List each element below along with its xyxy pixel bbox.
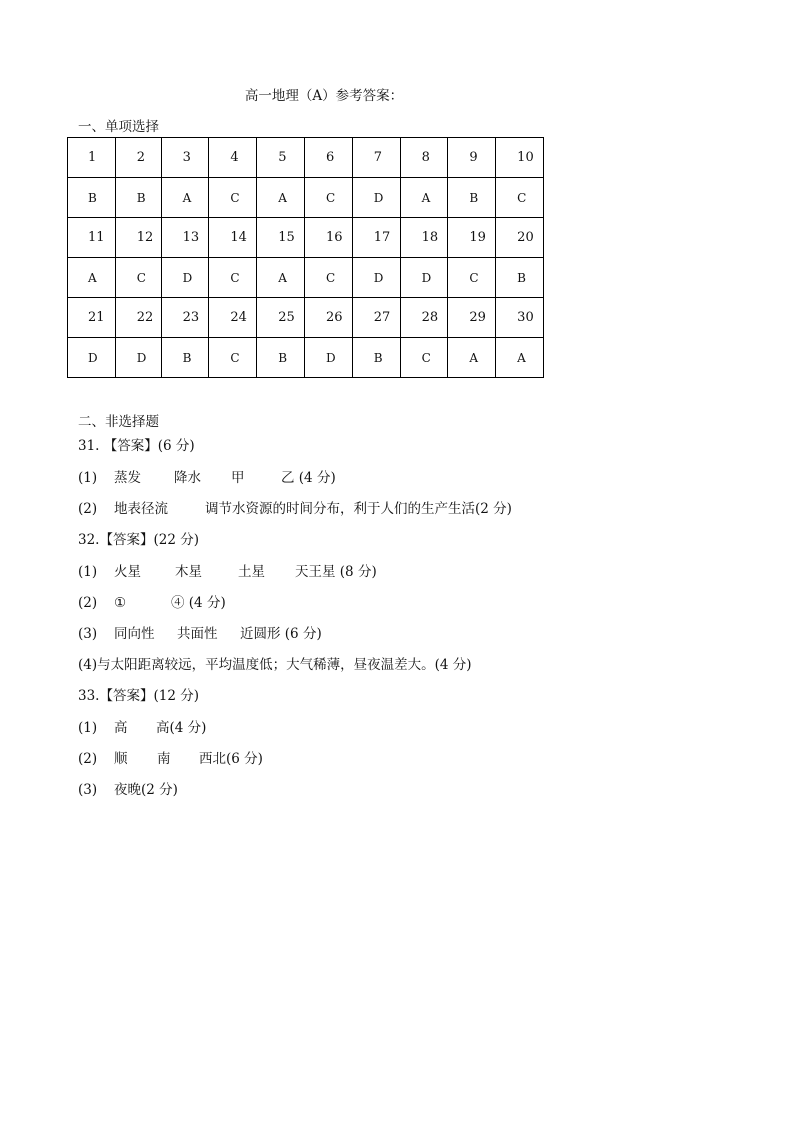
question-number-cell: 29 xyxy=(448,298,496,338)
item-number: (1) xyxy=(78,564,98,580)
answer-text: 高(4 分) xyxy=(156,720,207,736)
question-number-cell: 6 xyxy=(304,138,352,178)
q33-line-2 xyxy=(78,747,263,767)
answer-letter-cell: A xyxy=(257,258,305,298)
question-number-cell: 30 xyxy=(496,298,544,338)
question-number-cell: 21 xyxy=(68,298,116,338)
answer-text: 同向性 xyxy=(114,626,155,642)
item-number: (1) xyxy=(78,720,98,736)
answer-text: 土星 xyxy=(238,564,265,580)
answer-letter-cell: C xyxy=(209,178,257,218)
answer-letter-cell: C xyxy=(304,258,352,298)
answer-letter-cell: C xyxy=(448,258,496,298)
question-number-cell: 26 xyxy=(304,298,352,338)
answer-letter-cell: B xyxy=(115,178,161,218)
answer-letter-cell: A xyxy=(448,338,496,378)
question-number-cell: 7 xyxy=(352,138,400,178)
answer-letter-cell: D xyxy=(400,258,448,298)
item-number: (3) xyxy=(78,782,98,798)
answer-text: 南 xyxy=(157,751,171,767)
answer-letter-cell: D xyxy=(161,258,209,298)
answer-letter-cell: B xyxy=(496,258,544,298)
answer-letter-cell: D xyxy=(68,338,116,378)
answer-text: 降水 xyxy=(174,470,201,486)
question-number-cell: 9 xyxy=(448,138,496,178)
question-number-cell: 14 xyxy=(209,218,257,258)
section-heading-single-choice: 一、单项选择 xyxy=(78,119,159,135)
answer-text: 西北(6 分) xyxy=(199,751,263,767)
answer-text: ④ (4 分) xyxy=(171,595,226,611)
answer-letter-cell: D xyxy=(352,258,400,298)
question-number-cell: 27 xyxy=(352,298,400,338)
answer-text: 火星 xyxy=(114,564,141,580)
question-number-cell: 2 xyxy=(115,138,161,178)
q32-line-2 xyxy=(78,591,226,611)
answer-letter-row xyxy=(68,258,544,298)
answer-text: 乙 (4 分) xyxy=(281,470,336,486)
question-number-cell: 15 xyxy=(257,218,305,258)
question-number-cell: 25 xyxy=(257,298,305,338)
question-number-cell: 20 xyxy=(496,218,544,258)
answer-letter-cell: B xyxy=(161,338,209,378)
answer-letter-cell: A xyxy=(161,178,209,218)
answer-letter-cell: C xyxy=(400,338,448,378)
section-heading-non-choice: 二、非选择题 xyxy=(78,414,159,430)
q32-line-4: (4)与太阳距离较远，平均温度低；大气稀薄，昼夜温差大。(4 分) xyxy=(78,657,472,673)
question-number-cell: 22 xyxy=(115,298,161,338)
item-number: (3) xyxy=(78,626,98,642)
answer-letter-cell: B xyxy=(448,178,496,218)
answer-letter-row xyxy=(68,178,544,218)
item-number: (2) xyxy=(78,501,98,517)
answer-table xyxy=(67,137,544,378)
question-number-cell: 11 xyxy=(68,218,116,258)
item-number: (2) xyxy=(78,751,98,767)
page-title: 高一地理（A）参考答案： xyxy=(244,88,404,104)
answer-text: 天王星 (8 分) xyxy=(295,564,377,580)
question-number-cell: 19 xyxy=(448,218,496,258)
q33-header: 33.【答案】(12 分) xyxy=(78,688,199,704)
answer-letter-row xyxy=(68,338,544,378)
answer-text: ① xyxy=(114,595,127,611)
answer-letter-cell: B xyxy=(352,338,400,378)
answer-text: 地表径流 xyxy=(114,501,168,517)
question-number-cell: 18 xyxy=(400,218,448,258)
answer-text: 蒸发 xyxy=(114,470,141,486)
question-number-row xyxy=(68,218,544,258)
question-number-cell: 13 xyxy=(161,218,209,258)
q31-header: 31. 【答案】(6 分) xyxy=(78,438,195,454)
answer-text: 高 xyxy=(114,720,128,736)
question-number-cell: 12 xyxy=(115,218,161,258)
answer-text: 近圆形 (6 分) xyxy=(240,626,322,642)
item-number: (1) xyxy=(78,470,98,486)
answer-letter-cell: D xyxy=(115,338,161,378)
answer-letter-cell: D xyxy=(352,178,400,218)
question-number-cell: 8 xyxy=(400,138,448,178)
question-number-cell: 23 xyxy=(161,298,209,338)
answer-text: 甲 xyxy=(231,470,245,486)
question-number-cell: 5 xyxy=(257,138,305,178)
answer-text: 木星 xyxy=(175,564,202,580)
answer-letter-cell: C xyxy=(304,178,352,218)
answer-text: 调节水资源的时间分布，利于人们的生产生活(2 分) xyxy=(205,501,512,517)
q31-line-2 xyxy=(78,497,512,517)
answer-letter-cell: B xyxy=(68,178,116,218)
question-number-row xyxy=(68,138,544,178)
answer-letter-cell: A xyxy=(400,178,448,218)
q32-header: 32.【答案】(22 分) xyxy=(78,532,199,548)
question-number-cell: 4 xyxy=(209,138,257,178)
question-number-cell: 16 xyxy=(304,218,352,258)
answer-letter-cell: B xyxy=(257,338,305,378)
question-number-cell: 28 xyxy=(400,298,448,338)
question-number-cell: 24 xyxy=(209,298,257,338)
answer-text: 夜晚(2 分) xyxy=(114,782,178,798)
question-number-cell: 17 xyxy=(352,218,400,258)
q31-line-1 xyxy=(78,466,336,486)
answer-letter-cell: D xyxy=(304,338,352,378)
answer-letter-cell: A xyxy=(68,258,116,298)
q33-line-3 xyxy=(78,778,178,798)
q33-line-1 xyxy=(78,716,206,736)
question-number-cell: 10 xyxy=(496,138,544,178)
item-number: (2) xyxy=(78,595,98,611)
q32-line-3 xyxy=(78,622,322,642)
answer-letter-cell: A xyxy=(257,178,305,218)
answer-letter-cell: C xyxy=(115,258,161,298)
q32-line-1 xyxy=(78,560,377,580)
answer-letter-cell: C xyxy=(496,178,544,218)
question-number-cell: 3 xyxy=(161,138,209,178)
answer-text: 共面性 xyxy=(177,626,218,642)
question-number-cell: 1 xyxy=(68,138,116,178)
answer-letter-cell: C xyxy=(209,258,257,298)
answer-text: 顺 xyxy=(114,751,128,767)
answer-letter-cell: C xyxy=(209,338,257,378)
question-number-row xyxy=(68,298,544,338)
answer-letter-cell: A xyxy=(496,338,544,378)
